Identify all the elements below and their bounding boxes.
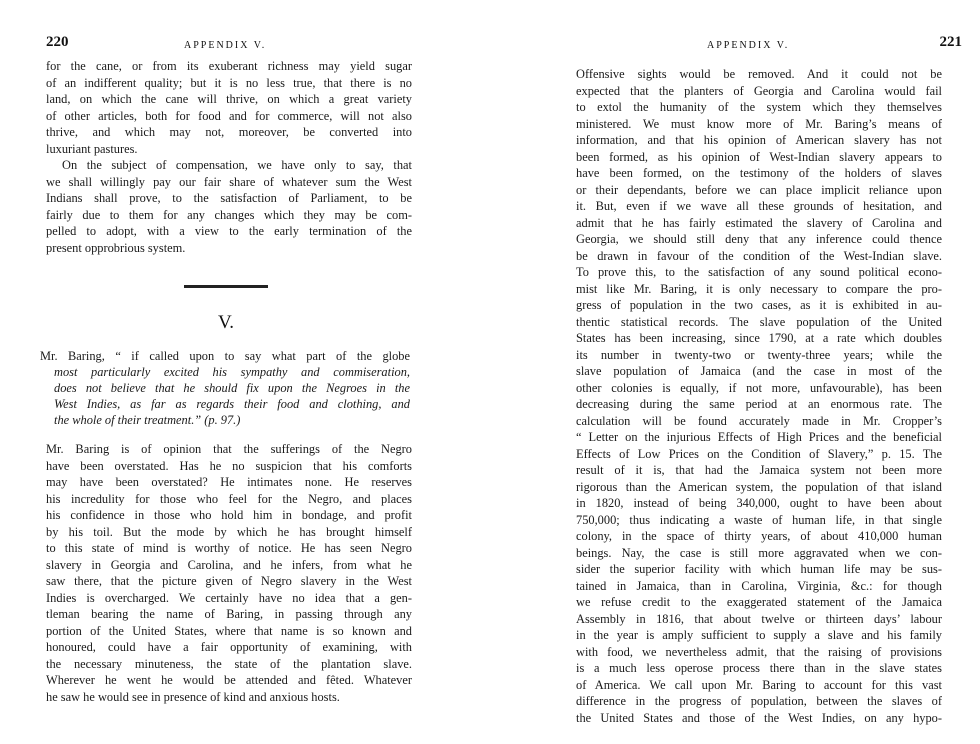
text-line: portion of the United States, where that name is so known and [46,623,412,638]
text-line: Assembly in 1816, that about twelve or thirteen days’ labour [576,611,942,626]
text-line: we shall willingly pay our fair share of whatever sum the West [46,174,412,189]
text-line: result of it is, that had the Jamaica system not been more [576,463,942,477]
text-line: Mr. Baring is of opinion that the sufferings of the Negro [46,442,412,456]
text-line: by his toil. But the mode by which he has brought himself [46,524,412,539]
text-line: in 1820, instead of being 340,000, ought to have been about [576,496,942,510]
left-running-title: APPENDIX V. [184,40,267,51]
section-numeral: V. [218,312,235,333]
text-line: does not believe that he should fix upon the Negroes in the [54,381,410,395]
text-line: West Indies, as far as regards their food and clothing, and [54,397,410,411]
text-line: “ Letter on the injurious Effects of High Prices and the beneficial [576,430,942,444]
text-line: of America. We call upon Mr. Baring to account for this vast [576,677,942,692]
left-top-paragraphs [46,58,412,256]
text-line: saw there, that the picture given of Negro slavery in the West [46,574,412,588]
text-line: have been overstated. Has he no suspicion that his comforts [46,458,412,473]
text-line: we refuse credit to the exaggerated statement of the Jamaica [576,595,942,609]
text-line: been formed, as his opinion of West-Indian slavery appears to [576,149,942,164]
text-line: mist like Mr. Baring, it is only necessary to compare the pro- [576,281,942,296]
text-line: of an indifferent quality; but it is no less true, that there is no [46,75,412,90]
text-line: Indians shall prove, to the satisfaction of Parliament, to be [46,191,412,205]
text-line: sider the superior facility with which human life may be sus- [576,562,942,576]
text-line: To prove this, to the satisfaction of any sound political econo- [576,265,942,279]
text-line: thrive, and which may not, moreover, be converted into [46,125,412,139]
text-line: other colonies is equally, if not more, unfavourable), has been [576,380,942,395]
text-line: On the subject of compensation, we have only to say, that [62,158,412,172]
text-line: rigorous than the American system, the population of that island [576,479,942,494]
right-page-number: 221 [939,34,962,50]
text-line: luxuriant pastures. [46,141,138,156]
text-line: he saw he would see in presence of kind and anxious hosts. [46,689,340,704]
section-rule [184,285,268,288]
text-line: to this state of mind is worthy of notice. He has seen Negro [46,541,412,555]
text-line: present opprobrious system. [46,240,186,255]
text-line: in the year is amply sufficient to supply a slave and his family [576,628,942,642]
text-line: slave population of Jamaica (and the case in most of the [576,364,942,378]
right-page [490,0,980,744]
left-page-number: 220 [46,34,69,50]
right-running-head [576,36,962,54]
text-line: it. But, even if we wave all these grounds of hesitation, and [576,199,942,213]
text-line: Wherever he went he would be attended and fêted. Whatever [46,673,412,687]
section-quote [40,348,410,428]
text-line: ministered. We must know more of Mr. Baring’s means of [576,116,942,131]
text-line: slavery in Georgia and Carolina, and he infers, from what he [46,557,412,572]
text-line: with food, we nevertheless admit, that the raising of provisions [576,644,942,659]
text-line: fairly due to them for any changes which they may be com- [46,207,412,222]
text-line: is a much less operose process there than in the slave states [576,661,942,675]
text-line: land, on which the cane will thrive, on which a great variety [46,92,412,106]
text-line: thentic statistical records. The slave population of the United [576,314,942,329]
text-line: pelled to adopt, with a view to the early termination of the [46,224,412,238]
text-line: his incredulity for those who feel for the Negro, and places [46,491,412,506]
text-line: calculation will be found accurately made in Mr. Cropper’s [576,413,942,428]
text-line: gress of population in the two cases, as it is exhibited in au- [576,298,942,312]
left-body-paragraph [46,441,412,705]
left-running-head [46,36,446,54]
text-line: may have been overstated? He intimates none. He reserves [46,475,412,489]
text-line: admit that he has fairly estimated the slavery of Carolina and [576,215,942,230]
text-line: information, and that his opinion of American slavery has not [576,133,942,147]
text-line: the necessary minuteness, the state of the plantation slave. [46,656,412,671]
text-line: Indies is overcharged. We certainly have no idea that a gen- [46,590,412,605]
text-line: expected that the planters of Georgia and Carolina would fail [576,83,942,98]
text-line: beings. Nay, the case is still more aggravated when we con- [576,545,942,560]
text-line: for the cane, or from its exuberant richness may yield sugar [46,59,412,73]
text-line: the whole of their treatment.” (p. 97.) [54,413,241,427]
text-line: decreasing during the same period at an enormous rate. The [576,397,942,411]
text-line: honoured, could have a fair opportunity of examining, with [46,640,412,654]
text-line: the United States and those of the West Indies, on any hypo- [576,710,942,725]
text-line: to extol the humanity of the system which they themselves [576,100,942,114]
text-line: difference in the progress of population, between the slaves of [576,694,942,708]
text-line: Mr. Baring, “ if called upon to say what part of the globe [40,349,410,363]
text-line: tained in Jamaica, than in Carolina, Virginia, &c.: for though [576,578,942,593]
text-line: colony, in the space of thirty years, of about 410,000 human [576,529,942,543]
text-line: 750,000; thus indicating a waste of human life, in that single [576,512,942,527]
text-line: States has been increasing, since 1790, at a rate which doubles [576,331,942,345]
text-line: tleman bearing the name of Baring, in passing through any [46,607,412,621]
text-line: have been formed, on the testimony of the holders of slaves [576,166,942,180]
right-running-title: APPENDIX V. [707,40,790,51]
text-line: its number in twenty-two or twenty-three years; while the [576,347,942,362]
text-line: Effects of Low Prices on the Condition of Slavery,” p. 15. The [576,446,942,461]
text-line: of other articles, both for food and for commerce, will not also [46,108,412,123]
text-line: or their dependants, before we can place implicit reliance upon [576,182,942,197]
text-line: Georgia, we should still deny that any inference could thence [576,232,942,246]
text-line: Offensive sights would be removed. And it could not be [576,67,942,81]
text-line: his confidence in those who hold him in bondage, and profit [46,508,412,522]
right-body-text [576,66,942,726]
text-line: most particularly excited his sympathy and commiseration, [54,365,410,379]
text-line: be drawn in favour of the condition of the West-Indian slave. [576,248,942,263]
